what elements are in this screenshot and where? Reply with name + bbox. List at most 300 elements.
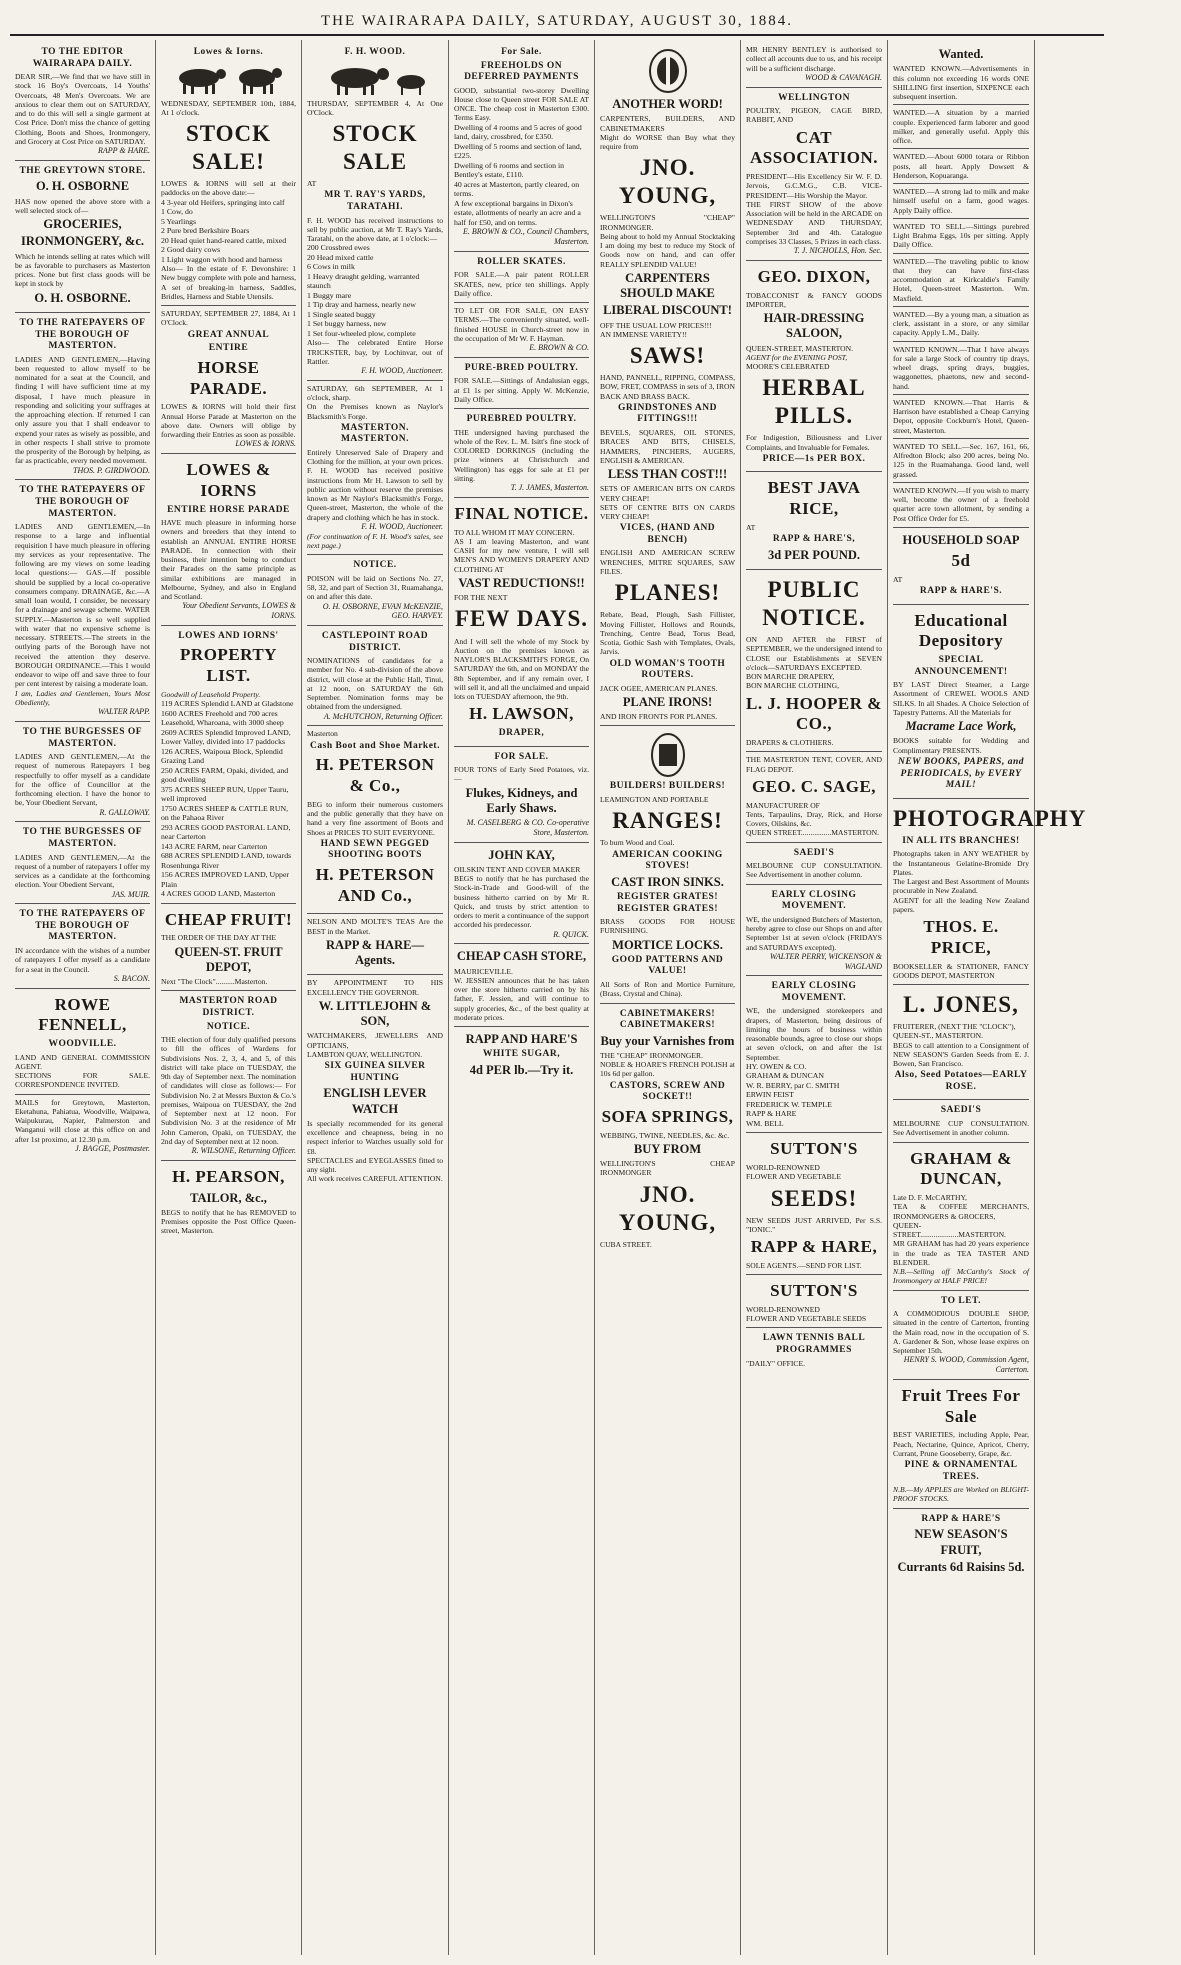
ad-subheading: TO ALL WHOM IT MAY CONCERN.: [454, 527, 575, 537]
list-item: ERWIN FEIST: [746, 1090, 794, 1100]
ad-body: BEGS to call attention to a Consignment of NEW SEASON'S Garden Seeds from E. J. Bowen, San Francisco.: [893, 1040, 1029, 1069]
ad-littlejohn: [307, 975, 443, 1187]
ad-heading: THE GREYTOWN STORE.: [19, 165, 146, 176]
ad-body: Tents, Tarpaulins, Dray, Rick, and Horse Covers, Oilskins, &c.: [746, 809, 882, 829]
ad-line: WEBBING, TWINE, NEEDLES, &c. &c.: [600, 1130, 730, 1140]
ad-body: Also— In the estate of F. Devonshire: 1 New buggy complete with pole and harness, A set of breaking-in harness, Saddles, Bridles, Harness and Stable Utensils.: [161, 264, 296, 301]
ad-signature: THOS. P. GIRDWOOD.: [73, 465, 150, 475]
ad-rapp-hare-letter: [15, 42, 150, 161]
ad-heading: SIX GUINEA SILVER HUNTING: [324, 1061, 426, 1083]
ad-title: RAPP & HARE,: [750, 1237, 878, 1257]
ad-line: CAST IRON SINKS.: [611, 874, 724, 889]
ad-property-list: [161, 626, 296, 904]
list-item: Dwelling of 5 rooms and section of land, £225.: [454, 141, 582, 161]
ad-big-text: PLANES!: [614, 580, 721, 606]
ad-body: For Indigestion, Biliousness and Liver Complaints, and Invaluable for Females.: [746, 433, 882, 452]
ad-line: QUEEN-ST., MASTERTON.: [893, 1031, 983, 1041]
list-item: 20 Head quiet hand-reared cattle, mixed: [161, 235, 287, 245]
ad-subheading: NOTICE.: [206, 1021, 251, 1032]
column-7: [888, 40, 1087, 1955]
ad-subheading: IN ALL ITS BRANCHES!: [902, 835, 1020, 846]
ad-big-text: RANGES!: [612, 808, 723, 834]
ad-body: BEGS to notify that he has REMOVED to Premises opposite the Post Office Queen-street, Masterton.: [161, 1207, 296, 1236]
ad-date: SATURDAY, 6th SEPTEMBER, At 1 o'clock, sharp.: [307, 383, 443, 403]
ad-body: Is specially recommended for its general excellence and cheapness, being in no respect inferior to Watches usually sold for £8.: [307, 1118, 443, 1156]
ad-educational-depository: [893, 605, 1029, 799]
ad-signature: Your Obedient Servants, LOWES & IORNS.: [182, 601, 296, 621]
ad-signature: O. H. OSBORNE, EVAN McKENZIE, GEO. HARVEY.: [322, 601, 443, 621]
ad-body: BEGS to notify that he has purchased the Stock-in-Trade and Good-will of the business hitherto carried on by Mr R. Quick, and trusts by strict attention to orders to merit a continuance of the support accorded his predecessor.: [454, 874, 589, 930]
ad-body: AGENT for the EVENING POST,: [746, 352, 848, 362]
ad-line: AN IMMENSE VARIETY!!: [600, 329, 688, 339]
ad-cheap-cash-store: [454, 944, 589, 1027]
ad-big-text: PHOTOGRAPHY: [893, 805, 1087, 831]
ad-line: QUEEN-STREET, MASTERTON.: [746, 343, 854, 353]
ad-early-closing-storekeepers: [746, 976, 882, 1133]
list-item: GRAHAM & DUNCAN: [746, 1071, 824, 1081]
list-item: WANTED.—About 6000 totara or Ribbon posts, all heart. Apply Dowsett & Henderson, Kopuaranga.: [893, 152, 1029, 180]
ad-heading: TO LET.: [940, 1295, 982, 1306]
ad-body: MELBOURNE CUP CONSULTATION. See Advertisement in another column.: [746, 861, 882, 880]
ad-line: WELLINGTON'S CHEAP IRONMONGER: [600, 1159, 735, 1178]
ad-subheading: MAURICEVILLE.: [454, 966, 513, 976]
ad-line: Also, Seed Potatoes—EARLY ROSE.: [894, 1070, 1028, 1092]
ad-line: SETS OF AMERICAN BITS ON CARDS VERY CHEAP!: [600, 484, 735, 503]
ad-heading: F. H. WOOD.: [344, 47, 406, 57]
ad-name: ROWE FENNELL,: [38, 994, 127, 1035]
ad-body: Rebate, Bead, Plough, Sash Fillister, Moving Fillister, Hollows and Rounds, Trenching, Centre Bead, Torus Bead, Scotia, Gothic Sash with Templates, Ovals, Jarvis.: [600, 610, 735, 657]
ad-line: LESS THAN COST!!!: [607, 467, 728, 482]
ad-line: BUY FROM: [633, 1141, 702, 1156]
ad-to-let: [454, 303, 589, 358]
list-item: 6 Cows in milk: [307, 262, 355, 272]
ad-title: RAPP & HARE—Agents.: [326, 937, 424, 968]
ad-line: SOLE AGENTS.—SEND FOR LIST.: [746, 1260, 862, 1270]
ad-line: CASTORS, SCREW AND SOCKET!!: [609, 1080, 726, 1103]
ad-line: OFF THE USUAL LOW PRICES!!!: [600, 320, 712, 330]
ad-muir: [15, 822, 150, 904]
ad-line: CARPENTERS SHOULD MAKE: [620, 270, 715, 301]
ad-line: All work receives CAREFUL ATTENTION.: [307, 1174, 443, 1184]
ad-title: Cash Boot and Shoe Market.: [310, 740, 440, 751]
ad-purebred-poultry: [454, 409, 589, 498]
ad-place: MASTERTON. MASTERTON.: [340, 422, 410, 445]
list-item: WANTED KNOWN.—Advertisements in this column not exceeding 16 words ONE SHILLING first insertion, SIXPENCE each subsequent insertion.: [893, 64, 1029, 101]
ad-subheading: AT: [746, 522, 756, 532]
ad-subheading: Masterton: [307, 729, 338, 739]
ad-subheading: OILSKIN TENT AND COVER MAKER: [454, 864, 581, 874]
ad-body: FOUR TONS of Early Seed Potatoes, viz.—: [454, 765, 589, 784]
ad-line: QUEEN STREET................MASTERTON.: [746, 828, 879, 838]
ad-line: AGENT for all the leading New Zealand papers.: [893, 895, 1029, 914]
ad-signature: M. CASELBERG & CO. Co-operative Store, Masterton.: [466, 818, 589, 837]
ad-body: Which he intends selling at rates which will be as favorable to purchasers as Masterton prices. None but first class goods will be kept in stock by: [15, 251, 150, 289]
ad-heading: SAEDI'S: [793, 847, 835, 858]
list-item: WANTED KNOWN.—That Harris & Harrison have established a Cheap Carrying Depot, opposite Cockburn's Hotel, Queen-street, Masterton.: [893, 397, 1029, 435]
ad-castlepoint: [307, 626, 443, 726]
ad-signature: DRAPER,: [498, 727, 545, 738]
ad-subheading: AT: [307, 179, 317, 189]
ad-walter-rapp: [15, 480, 150, 721]
ad-closing: I am, Ladies and Gentlemen, Yours Most Obediently,: [15, 688, 150, 707]
ad-subheading: TAILOR, &c.,: [190, 1190, 267, 1205]
ad-final-notice: [454, 498, 589, 747]
ad-place: MR T. RAY'S YARDS, TARATAHI.: [324, 190, 426, 212]
list-item: WANTED.—A strong lad to milk and make himself useful on a farm, good wages. Apply Daily office.: [893, 187, 1029, 215]
ad-photography: [893, 799, 1087, 985]
list-item: 1600 ACRES Freehold and 700 acres Leasehold, Wharoana, with 3000 sheep: [161, 708, 284, 728]
ad-poultry-association: [746, 88, 882, 261]
ad-horse-parade: [161, 306, 296, 454]
ad-line: 3d PER POUND.: [767, 547, 861, 562]
column-3: [302, 40, 449, 1955]
ad-title: HORSE PARADE.: [189, 357, 268, 398]
list-item: 2 Pure bred Berkshire Boars: [161, 226, 250, 236]
list-item: 5 Yearlings: [161, 216, 197, 226]
livestock-engraving-icon: [169, 62, 289, 96]
ad-name: W. LITTLEJOHN & SON,: [318, 998, 432, 1029]
ad-big-text: SEEDS!: [770, 1185, 858, 1211]
masthead: [10, 8, 1104, 36]
signatories-list: [746, 1062, 882, 1129]
ad-new-season-fruit: [893, 1509, 1029, 1581]
ad-l-jones: [893, 985, 1029, 1100]
ad-title: Educational Depository: [914, 610, 1008, 651]
ad-title: L. JONES,: [903, 992, 1019, 1018]
list-item: W. R. BERRY, par C. SMITH: [746, 1080, 840, 1090]
ad-line: FLOWER AND VEGETABLE SEEDS: [746, 1314, 867, 1324]
ad-subheading: SPECIAL ANNOUNCEMENT!: [914, 655, 1008, 677]
ad-pearson-tailor: [161, 1161, 296, 1240]
ad-name: H. PEARSON,: [172, 1166, 285, 1186]
list-item: WANTED TO SELL.—Sittings purebred Light Brahma Eggs, 10s per sitting. Apply Daily Office.: [893, 221, 1029, 250]
ad-body: FOR SALE.—A pair patent ROLLER SKATES, new, price ten shillings. Apply Daily office.: [454, 270, 589, 298]
ad-subheading: ENTIRE: [208, 343, 249, 354]
ad-line: HAIR-DRESSING SALOON,: [763, 311, 865, 341]
list-item: Dwelling of 6 rooms and section in Bentley's estate, £110.: [454, 160, 565, 180]
ad-body: Also— The celebrated Entire Horse TRICKSTER, bay, by Lochinvar, out of Rattler.: [307, 338, 443, 366]
ad-bacon: [15, 904, 150, 988]
ad-big-text: FEW DAYS.: [455, 606, 588, 632]
ad-subheading: Late D. F. McCARTHY,: [893, 1193, 967, 1203]
list-item: 250 ACRES FARM, Opaki, divided, and good dwelling: [161, 765, 289, 785]
ad-line: OLD WOMAN'S TOOTH ROUTERS.: [609, 658, 726, 681]
ad-heading: HOUSEHOLD SOAP: [902, 532, 1020, 547]
ad-subheading: "DAILY" OFFICE.: [746, 1358, 806, 1368]
ad-line: MOORE'S CELEBRATED: [746, 362, 830, 372]
list-item: 119 ACRES Splendid LAND at Gladstone: [161, 699, 294, 709]
ad-body: WE, the undersigned Butchers of Masterton, hereby agree to close our Shops on and after September 1st at seven o'clock (FRIDAYS and SATURDAYS excepted).: [746, 914, 882, 952]
ad-line: WELLINGTON'S "CHEAP" IRONMONGER.: [600, 213, 735, 232]
ad-body: Photographs taken in ANY WEATHER by the Instantaneous Gelatine-Bromide Dry Plates.: [893, 849, 1029, 877]
ad-line: TEA & COFFEE MERCHANTS, IRONMONGERS & GROCERS,: [893, 1202, 1029, 1221]
ad-line: AND IRON FRONTS FOR PLANES.: [600, 712, 718, 722]
ad-subheading: BY APPOINTMENT TO HIS EXCELLENCY THE GOVERNOR.: [307, 978, 443, 997]
wanted-list: [893, 64, 1029, 523]
ad-line: WATCHMAKERS, JEWELLERS AND OPTICIANS,: [307, 1031, 443, 1050]
list-item: WANTED.—A situation by a married couple. Experienced farm laborer and good milker, and generally useful. Apply this office.: [893, 108, 1029, 145]
ad-heading: SUTTON'S: [770, 1139, 858, 1159]
ad-line: ENGLISH AND AMERICAN SCREW WRENCHES, MITRE SQUARES, SAW FILES.: [600, 548, 735, 576]
ad-signature: F. H. WOOD, Auctioneer.: [361, 521, 443, 531]
ad-line: BOOKSELLER & STATIONER, FANCY GOODS DEPOT, MASTERTON: [893, 961, 1029, 980]
ad-roller-skates: [454, 252, 589, 303]
ad-heading: ANOTHER WORD!: [612, 97, 723, 111]
ad-subheading: WHITE SUGAR,: [482, 1049, 561, 1060]
column-1: [10, 40, 156, 1955]
ad-freeholds: [454, 42, 589, 252]
ad-signature: WOOD & CAVANAGH.: [805, 72, 882, 82]
ad-title: FREEHOLDS ON DEFERRED PAYMENTS: [464, 60, 579, 83]
ad-heading: EARLY CLOSING MOVEMENT.: [771, 889, 857, 912]
ad-body: THE election of four duly qualified persons to fill the offices of Wardens for Subdivisions Nos. 2, 3, 4, and 5, of this district will take place on TUESDAY, the 9th day of September next. The nomination of candidates will close as follows:— For Subdivision No. 2 at Messrs Buxton & Co.'s premises, Waipoua on TUESDAY, the 2nd of September next at 12 noon. For Subdivision No. 3 at the residence of Mr John Cameron, Opaki, on TUESDAY, the 2nd day of September next at 12 noon.: [161, 1035, 296, 1146]
ad-to-let-carterton: [893, 1291, 1029, 1380]
ad-date: WEDNESDAY, SEPTEMBER 10th, 1884, At 1 o'clock.: [161, 98, 296, 117]
ad-lowes-iorns-stock-sale: [161, 42, 296, 306]
list-item: 143 ACRE FARM, near Carterton: [161, 841, 268, 851]
ad-body: AS I am leaving Masterton, and want CASH for my new venture, I will sell MEN'S AND WOMEN'S DRAPERY AND CLOTHING AT: [454, 536, 589, 574]
ad-big-text: 4d PER lb.—Try it.: [469, 1062, 574, 1077]
ad-line: RAPP & HARE'S.: [919, 585, 1003, 596]
ad-line: VAST REDUCTIONS!!: [458, 575, 585, 590]
list-item: 688 ACRES SPLENDID LAND, towards Rosenhunga River: [161, 851, 292, 870]
ad-body: Entirely Unreserved Sale of Drapery and Clothing for the million, at your own prices. F. H. WOOD has received positive instructions from Mr H. Lawson to sell by public auction without reserve the premises known as Mr Naylor's Blacksmith's Forge, Queen-street, Masterton, the whole of the drapery and clothing which he has in stock.: [307, 447, 443, 522]
ad-line: BON MARCHE DRAPERY,: [746, 672, 835, 682]
ad-heading: TO THE EDITOR WAIRARAPA DAILY.: [32, 47, 133, 69]
ad-body: HAVE much pleasure in informing horse owners and breeders that they intend to establish an ANNUAL ENTIRE HORSE PARADE. In connection with their business, their intention being to conduct their Parades on the same principle as similar exhibitions are managed in Melbourne, Sydney, and also in England and Scotland.: [161, 518, 296, 602]
ad-title: FINAL NOTICE.: [454, 503, 589, 523]
ad-heading: LAWN TENNIS BALL PROGRAMMES: [762, 1333, 866, 1356]
ad-line: VICES, (HAND AND BENCH): [619, 523, 716, 545]
ad-body: LADIES AND GENTLEMEN,—At the request of numerous Ratepayers I beg respectfully to offer myself as a candidate for the office of Councillor at the forthcoming election. I have the honor to be, Your Obedient Servant,: [15, 752, 150, 808]
column-8: [1035, 40, 1181, 1955]
ad-heading: TO THE RATEPAYERS OF THE BOROUGH OF MASTERTON.: [19, 485, 146, 519]
ad-body: FOR SALE.—Sittings of Andalusian eggs, at £1 1s per sitting. Apply W. McKenzie, Daily Office.: [454, 376, 589, 404]
ad-body: F. H. WOOD has received instructions to sell by public auction, at Mr T. Ray's Yards, Taratahi, on the above date, at 1 o'clock:—: [307, 215, 443, 244]
ad-date: THURSDAY, SEPTEMBER 4, At One O'Clock.: [307, 98, 443, 117]
ad-wanted: [893, 42, 1029, 528]
list-item: 1750 ACRES SHEEP & CATTLE RUN, on the Pahaoa River: [161, 803, 289, 823]
ad-signature: T. J. JAMES, Masterton.: [510, 483, 589, 493]
list-item: WANTED.—By a young man, a situation as clerk, assistant in a store, or any similar capacity. Apply L.M., Daily.: [893, 309, 1029, 338]
ad-body: HAND, PANNELL, RIPPING, COMPASS, BOW, FRET, COMPASS in sets of 3, IRON BACK AND BRASS BACK.: [600, 373, 735, 401]
column-5: [595, 40, 741, 1955]
ad-title: SUTTON'S: [770, 1281, 858, 1301]
ad-poison-notice: [307, 555, 443, 626]
ad-body: LOWES & IORNS will sell at their paddocks on the above date:—: [161, 179, 296, 198]
ad-signature: HENRY S. WOOD, Commission Agent, Carterton.: [903, 1355, 1029, 1375]
ad-body: BOOKS suitable for Wedding and Complimentary PRESENTS.: [893, 736, 1029, 755]
ad-body: BEG to inform their numerous customers and the public generally that they have on hand a very fine assortment of Boots and Shoes at PRICES TO SUIT EVERYONE.: [307, 799, 443, 837]
ad-title: GEO. C. SAGE,: [751, 776, 877, 796]
ad-mails: [15, 1095, 150, 1158]
list-item: WANTED.—The traveling public to know that they can have first-class accommodation at Kirkcaldie's Family Hotel, Queen-street Masterton. Wm. Maxfield.: [893, 256, 1029, 303]
list-item: WANTED KNOWN.—If you wish to marry well, become the owner of a freehold quarter acre town allotment, by sending a Post Office Order for £5.: [893, 485, 1029, 523]
ad-body: LADIES AND GENTLEMEN,—At the request of a number of ratepayers I offer my services as a candidate at the forthcoming election. Your Obedient Servant,: [15, 852, 150, 890]
list-item: HY. OWEN & CO.: [746, 1061, 807, 1071]
ad-java-rice: [746, 472, 882, 570]
ad-title: BEST JAVA RICE,: [767, 478, 861, 519]
ad-cheap-fruit: [161, 904, 296, 992]
ad-graham-duncan: [893, 1143, 1029, 1291]
list-item: 1 Tip dray and harness, nearly new: [307, 300, 416, 310]
ad-heading: PUREBRED POULTRY.: [466, 414, 577, 425]
ad-saedi-2: [893, 1100, 1029, 1142]
ad-line: DRAPERS & CLOTHIERS.: [746, 738, 834, 748]
list-item: 1 Light waggon with hood and harness: [161, 254, 283, 264]
ad-date: SATURDAY, SEPTEMBER 27, 1884, At 1 O'Clock.: [161, 309, 296, 328]
ad-line: PLANE IRONS!: [622, 694, 713, 709]
ad-name: O. H. OSBORNE: [35, 179, 130, 194]
ad-line: LAMBTON QUAY, WELLINGTON.: [307, 1049, 423, 1059]
ad-title: PROPERTY LIST.: [180, 645, 277, 686]
column-4: [449, 40, 595, 1955]
ad-subheading: 5d: [951, 551, 971, 570]
ad-note: (For continuation of F. H. Wood's sales, see next page.): [307, 531, 443, 550]
ad-body: THE FIRST SHOW of the above Association will be held in the ARCADE on WEDNESDAY AND THURSDAY, September 3rd and 4th. Catalogue comprises 33 Classes, 5 Prizes in each class.: [746, 199, 882, 246]
cattle-engraving-icon: [315, 62, 435, 96]
columns: [10, 40, 1104, 1955]
ad-line: SETS OF CENTRE BITS ON CARDS VERY CHEAP!: [600, 502, 735, 522]
ad-subheading: MANUFACTURER OF: [746, 800, 820, 810]
ad-rowe-fennell: [15, 989, 150, 1095]
ad-signature: WALTER PERRY, WICKENSON & WAGLAND: [769, 951, 882, 971]
ad-body: GOOD, substantial two-storey Dwelling House close to Queen street FOR SALE AT ONCE. The cheap cost in Masterton £300. Terms Easy.: [454, 85, 589, 123]
ad-subheading: TOBACCONIST & FANCY GOODS IMPORTER,: [746, 290, 882, 309]
ad-signature: T. J. NICHOLLS, Hon. Sec.: [793, 246, 882, 256]
ad-title: RAPP AND HARE'S: [465, 1032, 578, 1047]
ad-line: JACK OGEE, AMERICAN PLANES.: [600, 683, 718, 693]
ad-body: All Sorts of Ron and Mortice Furniture, (Brass, Crystal and China).: [600, 980, 735, 999]
ad-heading: CABINETMAKERS! CABINETMAKERS!: [619, 1008, 716, 1031]
list-item: WM. BELL: [746, 1118, 784, 1128]
masthead-title: THE WAIRARAPA DAILY, SATURDAY, AUGUST 30, 1884.: [320, 12, 793, 29]
ad-body: DEAR SIR,—We find that we have still in stock 16 Boy's Overcoats, 14 Youths' Overcoats, 48 Men's Overcoats. We are anxious to clear them out on SATURDAY, and to do this will sell a single garment at Cost Price. Don't miss the chance of getting Clothing, Boots and Shoes, Ironmongery, and Grocery at Cost Price on SATURDAY.: [15, 72, 150, 146]
tool-emblem-icon: [645, 48, 691, 94]
ad-signature: S. BACON.: [113, 973, 150, 983]
ad-fruit-trees: [893, 1380, 1029, 1509]
ad-heading: THE MASTERTON TENT, COVER, AND FLAG DEPOT.: [746, 755, 882, 774]
ad-wood-drapery-sale: [307, 381, 443, 555]
ad-suttons-2: [746, 1275, 882, 1328]
ad-name: JOHN KAY,: [488, 847, 555, 862]
ad-line: LIBERAL DISCOUNT!: [603, 303, 732, 318]
list-item: WANTED TO SELL.—Sec. 167, 161, 66, Alfredton Block; also 200 acres, being No. 125 in the Ruamahanga. Good land, well grassed.: [893, 441, 1029, 479]
list-item: 200 Crossbred ewes: [307, 243, 370, 253]
ad-body: NOBLE & HOARE'S FRENCH POLISH at 10s 6d per gallon.: [600, 1060, 735, 1079]
ad-body: MR HENRY BENTLEY is authorised to collect all accounts due to us, and his receipt will be a sufficient discharge.: [746, 45, 882, 73]
ad-body: PRESIDENT—His Excellency Sir W. F. D. Jervois, G.C.M.G., C.B. VICE-PRESIDENT—His Worship the Mayor.: [746, 172, 882, 200]
list-item: 126 ACRES, Waipoua Block, Splendid Grazing Land: [161, 746, 283, 766]
ad-line: Currants 6d Raisins 5d.: [897, 1559, 1025, 1574]
ad-item-list: [454, 123, 589, 228]
ad-jno-young-varnish: [600, 1004, 735, 1253]
ad-subheading: QUEEN-ST. FRUIT DEPOT,: [174, 944, 283, 974]
ad-title: THOS. E. PRICE,: [923, 917, 999, 957]
ad-subheading: GREAT ANNUAL: [187, 329, 270, 340]
ad-body: LADIES AND GENTLEMEN,—Having been requested to allow myself to be nominated for a seat at the Council, and finding I will have sufficient time at my disposal, I have much pleasure in responding and soliciting your suffrages at the approaching election. If returned I can only assure you that I shall endeavor to expend your rates as wisely as possible, and in other respects I shall strive to promote the prosperity of the Borough by helping, as far as practicable, every needed movement.: [15, 354, 150, 466]
ad-line: N.B.—Selling off McCarthy's Stock of Ironmongery at HALF PRICE!: [893, 1267, 1029, 1286]
ad-title: Buy your Varnishes from: [600, 1033, 735, 1048]
ad-title: CAT ASSOCIATION.: [749, 127, 879, 168]
list-item: 375 ACRES SHEEP RUN, Upper Tauru, well improved: [161, 784, 289, 804]
list-item: 156 ACRES IMPROVED LAND, Upper Plain: [161, 870, 290, 889]
ad-subheading: WORLD-RENOWNED: [746, 1304, 820, 1314]
ad-jno-young-tools: [600, 42, 735, 726]
list-item: 4 3-year old Heifers, springing into calf: [161, 197, 285, 207]
ad-body: On the Premises known as Naylor's Blacksmith's Forge.: [307, 402, 443, 421]
ad-body: HAS now opened the above store with a well selected stock of—: [15, 196, 150, 215]
ad-line: BEVELS, SQUARES, OIL STONES, BRACES AND BITS, CHISELS, HAMMERS, PINCHERS, AUGERS, ENGLISH & AMERICAN.: [600, 428, 735, 465]
ad-title: ENGLISH LEVER WATCH: [323, 1086, 427, 1116]
ad-body: NELSON AND MOLTE'S TEAS Are the BEST in the Market.: [307, 917, 443, 936]
ad-body: WE, the undersigned storekeepers and drapers, of Masterton, being desirous of limiting the hours of business within reasonable bounds, agree to close our shops at seven o'clock, on and after the 1st September.: [746, 1006, 882, 1062]
ad-signature: J. BAGGE, Postmaster.: [75, 1143, 150, 1153]
ad-line: SPECTACLES and EYEGLASSES fitted to any sight.: [307, 1155, 443, 1175]
ad-line: PRICE—1s PER BOX.: [762, 453, 866, 464]
ad-line: AMERICAN COOKING STOVES!: [612, 849, 723, 872]
ad-heading: RAPP & HARE'S: [921, 1513, 1001, 1524]
ad-signature: RAPP & HARE.: [97, 146, 150, 156]
ad-body: POISON will be laid on Sections No. 27, 58, 32, and part of Section 31, Ruamahanga, on and after this date.: [307, 573, 443, 602]
ad-signature: Next "The Clock"..........Masterton.: [161, 977, 268, 987]
ad-body: BEST VARIETIES, including Apple, Pear, Peach, Nectarine, Quince, Apricot, Cherry, Currant, Prune Gooseberry, Grape, &c.: [893, 1430, 1029, 1458]
ad-body: LOWES & IORNS will hold their first Annual Horse Parade at Masterton on the above date. Owners will oblige by forwarding their Entries as soon as possible.: [161, 402, 296, 440]
ad-body: A COMMODIOUS DOUBLE SHOP, situated in the centre of Carterton, fronting the Main road, now in the occupation of S. A. Gardener & Son, whose lease expires on September 15th.: [893, 1309, 1029, 1356]
ad-subheading: Goodwill of Leasehold Property.: [161, 689, 261, 699]
ad-subheading: LEAMINGTON AND PORTABLE: [600, 794, 709, 804]
ad-name: H. LAWSON,: [469, 704, 574, 724]
ad-line: The Largest and Best Assortment of Mounts procurable in New Zealand.: [893, 877, 1029, 896]
ad-body: MAILS for Greytown, Masterton, Eketahuna, Pahiatua, Woodville, Waipawa, Waipukurau, Napier, Palmerston and Wanganui will close at this office on and after 1st proximo, at 12.30 p.m.: [15, 1097, 150, 1144]
ad-signature: R. GALLOWAY.: [99, 807, 150, 817]
ad-heading: Lowes & Iorns.: [193, 47, 264, 57]
ad-line: CUBA STREET.: [600, 1239, 652, 1249]
ad-heading: PURE-BRED POULTRY.: [464, 362, 579, 373]
ad-body: Might do WORSE than Buy what they require from: [600, 132, 735, 151]
ad-heading: NOTICE.: [353, 560, 397, 571]
ad-line: Macrame Lace Work,: [905, 719, 1017, 734]
ad-heading: For Sale.: [501, 47, 542, 57]
ad-galloway: [15, 722, 150, 822]
ad-body: Being about to hold my Annual Stocktaking I am doing my best to reduce my Stock of Goods now on hand, and can offer REALLY SPLENDID VALUE!: [600, 231, 735, 269]
list-item: 293 ACRES GOOD PASTORAL LAND, near Carterton: [161, 822, 291, 842]
ad-line: HAND SEWN PEGGED SHOOTING BOOTS: [320, 838, 430, 861]
list-item: FREDERICK W. TEMPLE: [746, 1099, 832, 1109]
ad-body: THE ORDER OF THE DAY AT THE: [161, 933, 277, 943]
ad-title: LOWES & IORNS: [186, 460, 271, 500]
ad-big-text: SAWS!: [629, 343, 706, 369]
ad-signature: JAS. MUIR.: [111, 889, 150, 899]
ad-title: JNO. YOUNG,: [618, 155, 717, 209]
ad-subheading: FRUITERER, (NEXT THE "CLOCK"),: [893, 1022, 1016, 1032]
property-list: [161, 699, 296, 899]
list-item: 40 acres at Masterton, partly cleared, on terms.: [454, 179, 580, 199]
ad-title: Flukes, Kidneys, and Early Shaws.: [465, 785, 578, 815]
ad-heading: TO THE RATEPAYERS OF THE BOROUGH OF MASTERTON.: [19, 317, 146, 352]
ad-body: THE undersigned having purchased the whole of the Rev. L. M. Isitt's fine stock of COLORED DORKINGS (including the prize winners at Christchurch and Wellington) has eggs for sale at £1 per sitting.: [454, 427, 589, 483]
ad-heading: ROLLER SKATES.: [477, 256, 566, 267]
ad-title: JNO. YOUNG,: [618, 1181, 717, 1235]
column-2: [156, 40, 302, 1955]
list-item: 20 Head mixed cattle: [307, 252, 374, 262]
ad-subheading: CARPENTERS, BUILDERS, AND CABINETMAKERS: [600, 114, 735, 133]
ad-saedi-1: [746, 843, 882, 885]
list-item: WANTED KNOWN.—That I have always for sale a large Stock of country tip drays, wheel drags, spring drays, buggies, waggonettes, phaetons, new and second-hand.: [893, 344, 1029, 391]
ad-lawn-tennis: [746, 1328, 882, 1371]
ad-jno-young-ranges: [600, 726, 735, 1003]
list-item: RAPP & HARE: [746, 1109, 797, 1119]
